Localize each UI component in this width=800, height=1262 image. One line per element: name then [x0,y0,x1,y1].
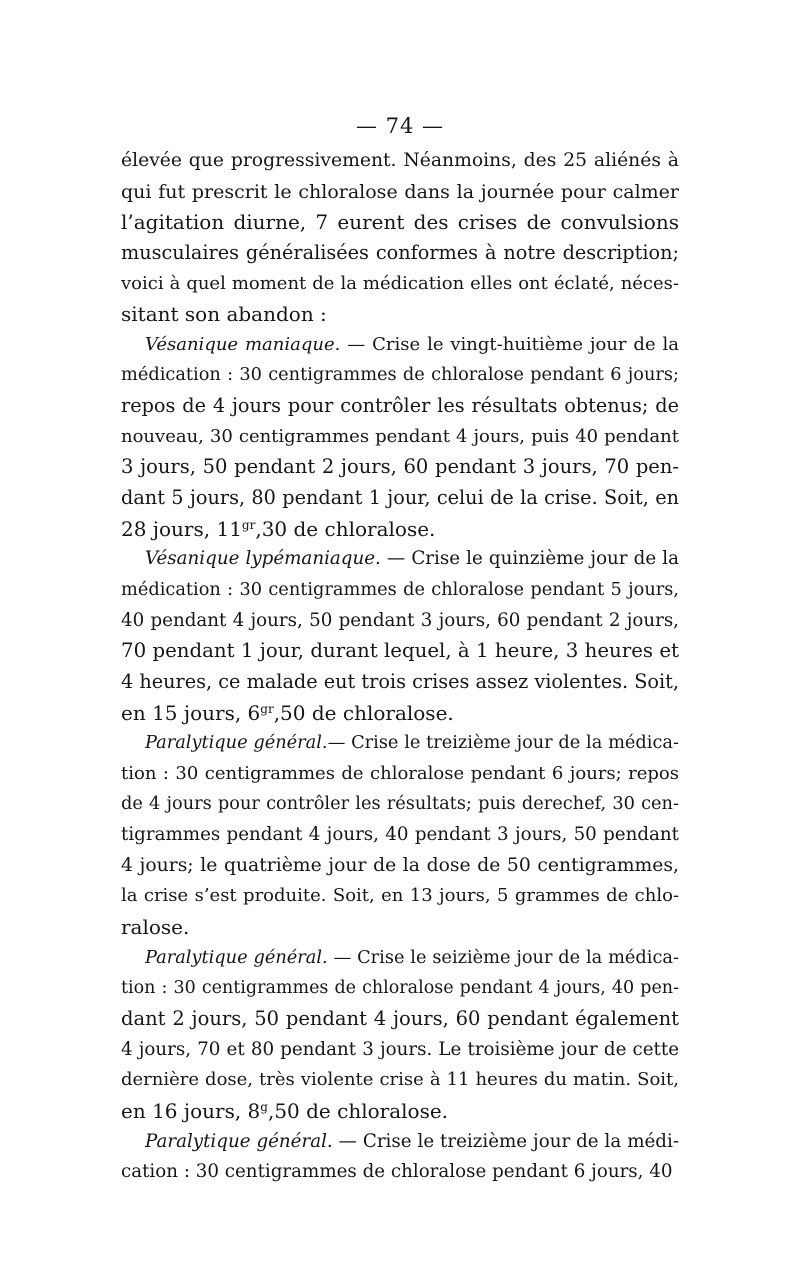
line-text: dernière dose, très violente crise à 11 heures du matin. Soit, [121,1069,679,1091]
unit-superscript: gr [241,517,256,532]
line-text: 4 heures, ce malade eut trois crises assez violentes. Soit, [121,669,679,693]
text-line [121,1035,679,1066]
text-line [121,207,679,238]
text-line [121,330,679,361]
page-number: — 74 — [355,114,445,138]
text-line [121,238,679,269]
line-text: 28 jours, 11 [121,516,242,541]
line-text: repos de 4 jours pour contrôler les résultats obtenus; de [121,394,679,418]
line-text: médication : 30 centigrammes de chloralose pendant 6 jours; [121,365,679,386]
line-text: 70 pendant 1 jour, durant lequel, à 1 heure, 3 heures et [121,639,679,663]
text-line [121,146,679,177]
text-line [121,299,679,330]
text-line [121,606,679,637]
text-line [121,1157,679,1188]
text-line [121,544,679,575]
text-line [121,820,679,851]
text-line [121,422,679,453]
line-text: dant 2 jours, 50 pendant 4 jours, 60 pendant également [121,1006,679,1030]
section-heading-italic: Paralytique général. [145,733,328,754]
unit-superscript: gr [260,701,274,716]
line-text: — Crise le seizième jour de la médica- [327,947,679,968]
line-text: tigrammes pendant 4 jours, 40 pendant 3 jours, 50 pendant [121,824,679,846]
unit-superscript: g [260,1099,268,1114]
text-line [121,391,679,422]
section-heading-italic: Vésanique lypémaniaque. [145,548,381,570]
body-text [121,146,679,1188]
line-text: — Crise le treizième jour de la médica- [327,733,679,754]
line-text: voici à quel moment de la médication elles ont éclaté, néces- [121,272,679,294]
line-text: élevée que progressivement. Néanmoins, des 25 aliénés à [121,150,679,171]
line-text: la crise s’est produite. Soit, en 13 jours, 5 grammes de chlo- [121,885,679,907]
line-text: en 15 jours, 6 [121,700,261,725]
line-text: — Crise le vingt-huitième jour de la [340,333,679,355]
text-line [121,1127,679,1158]
line-text: de 4 jours pour contrôler les résultats; puis derechef, 30 cen- [121,794,679,815]
line-text: 4 jours, 70 et 80 pendant 3 jours. Le troisième jour de cette [121,1038,679,1060]
text-line [121,789,679,820]
text-line [121,943,679,974]
section-heading-italic: Paralytique général. [145,947,328,968]
line-text: l’agitation diurne, 7 eurent des crises de convulsions [121,210,679,235]
text-line [121,973,679,1004]
text-line [121,912,679,943]
text-line [121,452,679,483]
line-text: en 16 jours, 8 [121,1098,261,1123]
text-line [121,483,679,514]
section-heading-italic: Paralytique général. [145,1130,333,1152]
line-text: nouveau, 30 centigrammes pendant 4 jours, puis 40 pendant [121,425,679,447]
section-heading-italic: Vésanique maniaque. [145,333,341,355]
text-line [121,514,679,545]
text-line [121,759,679,790]
line-text: qui fut prescrit le chloralose dans la journée pour calmer [121,180,679,203]
text-line [121,177,679,208]
line-text: cation : 30 centigrammes de chloralose pendant 6 jours, 40 [121,1161,673,1183]
line-text: médication : 30 centigrammes de chloralose pendant 5 jours, [121,579,679,600]
line-text: 4 jours; le quatrième jour de la dose de 50 centigrammes, [121,854,679,876]
line-text: tion : 30 centigrammes de chloralose pendant 4 jours, 40 pen- [121,978,679,999]
text-line [121,636,679,667]
line-text-continued: ,30 de chloralose. [255,516,436,541]
text-line [121,728,679,759]
line-text: ralose. [121,915,190,940]
text-line [121,1065,679,1096]
text-line [121,667,679,698]
line-text: 40 pendant 4 jours, 50 pendant 3 jours, 60 pendant 2 jours, [121,609,679,631]
text-line [121,360,679,391]
text-line [121,1096,679,1127]
text-line [121,575,679,606]
line-text: musculaires généralisées conformes à notre description; [121,240,679,264]
line-text-continued: ,50 de chloralose. [267,1098,449,1123]
text-line [121,698,679,729]
line-text: sitant son abandon : [121,302,327,327]
line-text: tion : 30 centigrammes de chloralose pendant 6 jours; repos [121,762,679,784]
line-text: 3 jours, 50 pendant 2 jours, 60 pendant 3 jours, 70 pen- [121,455,679,479]
line-text: — Crise le quinzième jour de la [380,548,679,570]
text-line [121,269,679,300]
line-text-continued: ,50 de chloralose. [273,700,454,725]
line-text: — Crise le treizième jour de la médi- [332,1130,679,1152]
line-text: dant 5 jours, 80 pendant 1 jour, celui de la crise. Soit, en [121,486,679,510]
text-line [121,1004,679,1035]
text-line [121,851,679,882]
text-line [121,881,679,912]
